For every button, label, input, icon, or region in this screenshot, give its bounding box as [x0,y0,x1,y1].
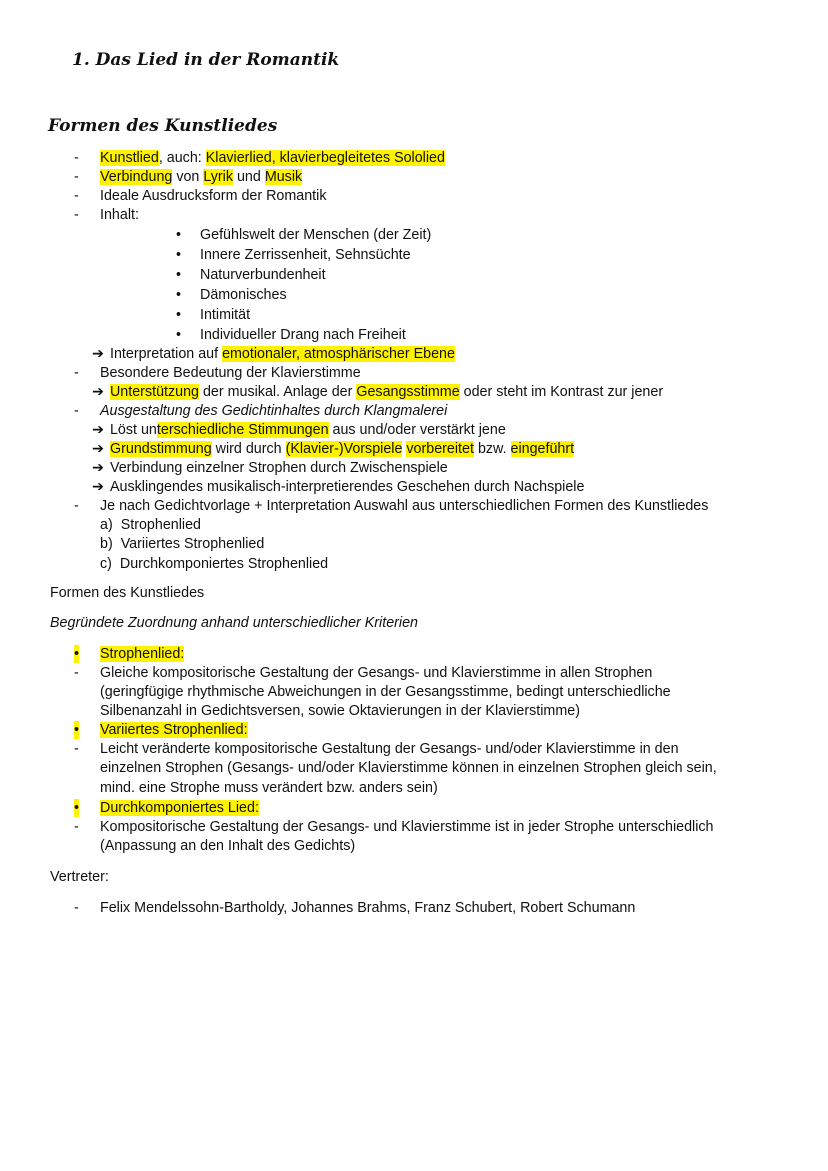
dot-bullet: • [74,800,80,816]
dash-bullet: - [74,188,79,204]
arrow-icon: ➔ [92,422,104,438]
arrow-icon: ➔ [92,479,104,495]
sub-list-item: Gefühlswelt der Menschen (der Zeit) [200,227,432,243]
section-subheading: Begründete Zuordnung anhand unterschiedlicher Kriterien [50,615,418,631]
dot-bullet: • [176,287,182,303]
letter-item: b) Variiertes Strophenlied [100,536,265,552]
form-desc-line: mind. eine Strophe muss verändert bzw. anders sein) [100,780,438,796]
vertreter-label: Vertreter: [50,869,109,885]
arrow-item: ➔ Interpretation auf emotionaler, atmosphärischer Ebene [92,346,455,362]
dash-bullet: - [74,741,79,757]
dot-bullet: • [176,327,182,343]
form-desc-line: (geringfügige rhythmische Abweichungen in der Gesangsstimme, bedingt unterschiedliche [100,684,671,700]
list-item: Ausgestaltung des Gedichtinhaltes durch Klangmalerei [100,403,448,419]
form-desc-line: Silbenanzahl in Gedichtsversen, sowie Oktavierungen in der Klavierstimme) [100,703,580,719]
dash-bullet: - [74,665,79,681]
form-desc-line: Leicht veränderte kompositorische Gestaltung der Gesangs- und/oder Klavierstimme in den [100,741,679,757]
list-item: Verbindung von Lyrik und Musik [100,169,303,185]
dash-bullet: - [74,819,79,835]
arrow-item: ➔ Unterstützung der musikal. Anlage der Gesangsstimme oder steht im Kontrast zur jener [92,384,664,400]
dot-bullet: • [176,267,182,283]
arrow-item: ➔ Löst unterschiedliche Stimmungen aus und/oder verstärkt jene [92,422,506,438]
section-heading-formen: Formen des Kunstliedes [48,116,278,136]
dash-bullet: - [74,403,79,419]
form-title: Strophenlied: [100,646,185,662]
vertreter-list: Felix Mendelssohn-Bartholdy, Johannes Brahms, Franz Schubert, Robert Schumann [100,900,636,916]
list-item: Besondere Bedeutung der Klavierstimme [100,365,361,381]
form-desc-line: (Anpassung an den Inhalt des Gedichts) [100,838,356,854]
letter-item: c) Durchkomponiertes Strophenlied [100,556,329,572]
dash-bullet: - [74,365,79,381]
list-item: Ideale Ausdrucksform der Romantik [100,188,327,204]
list-item: Je nach Gedichtvorlage + Interpretation Auswahl aus unterschiedlichen Formen des Kunstliedes [100,498,709,514]
page-title: 1. Das Lied in der Romantik [72,50,340,70]
form-desc-line: Kompositorische Gestaltung der Gesangs- und Klavierstimme ist in jeder Strophe unterschiedlich [100,819,714,835]
form-title: Variiertes Strophenlied: [100,722,248,738]
sub-list-item: Individueller Drang nach Freiheit [200,327,406,343]
dot-bullet: • [176,307,182,323]
arrow-item: ➔ Verbindung einzelner Strophen durch Zwischenspiele [92,460,448,476]
sub-list-item: Intimität [200,307,251,323]
sub-list-item: Innere Zerrissenheit, Sehnsüchte [200,247,411,263]
list-item: Inhalt: [100,207,139,223]
sub-list-item: Dämonisches [200,287,287,303]
dash-bullet: - [74,498,79,514]
letter-item: a) Strophenlied [100,517,201,533]
form-desc-line: einzelnen Strophen (Gesangs- und/oder Klavierstimme können in einzelnen Strophen gleich sein, [100,760,717,776]
arrow-icon: ➔ [92,460,104,476]
dot-bullet: • [74,722,80,738]
dash-bullet: - [74,150,79,166]
dash-bullet: - [74,207,79,223]
dot-bullet: • [74,646,80,662]
arrow-icon: ➔ [92,346,104,362]
dot-bullet: • [176,247,182,263]
arrow-icon: ➔ [92,384,104,400]
form-title: Durchkomponiertes Lied: [100,800,259,816]
dash-bullet: - [74,169,79,185]
list-item: Kunstlied, auch: Klavierlied, klavierbegleitetes Sololied [100,150,445,166]
highlight-text: Klavierlied, klavierbegleitetes Sololied [205,150,445,166]
sub-list-item: Naturverbundenheit [200,267,326,283]
form-desc-line: Gleiche kompositorische Gestaltung der Gesangs- und Klavierstimme in allen Strophen [100,665,653,681]
arrow-item: ➔ Ausklingendes musikalisch-interpretierendes Geschehen durch Nachspiele [92,479,585,495]
dash-bullet: - [74,900,79,916]
highlight-text: Kunstlied [100,150,159,166]
arrow-icon: ➔ [92,441,104,457]
section-heading-formen-2: Formen des Kunstliedes [50,585,205,601]
arrow-item: ➔ Grundstimmung wird durch (Klavier-)Vorspiele vorbereitet bzw. eingeführt [92,441,575,457]
dot-bullet: • [176,227,182,243]
